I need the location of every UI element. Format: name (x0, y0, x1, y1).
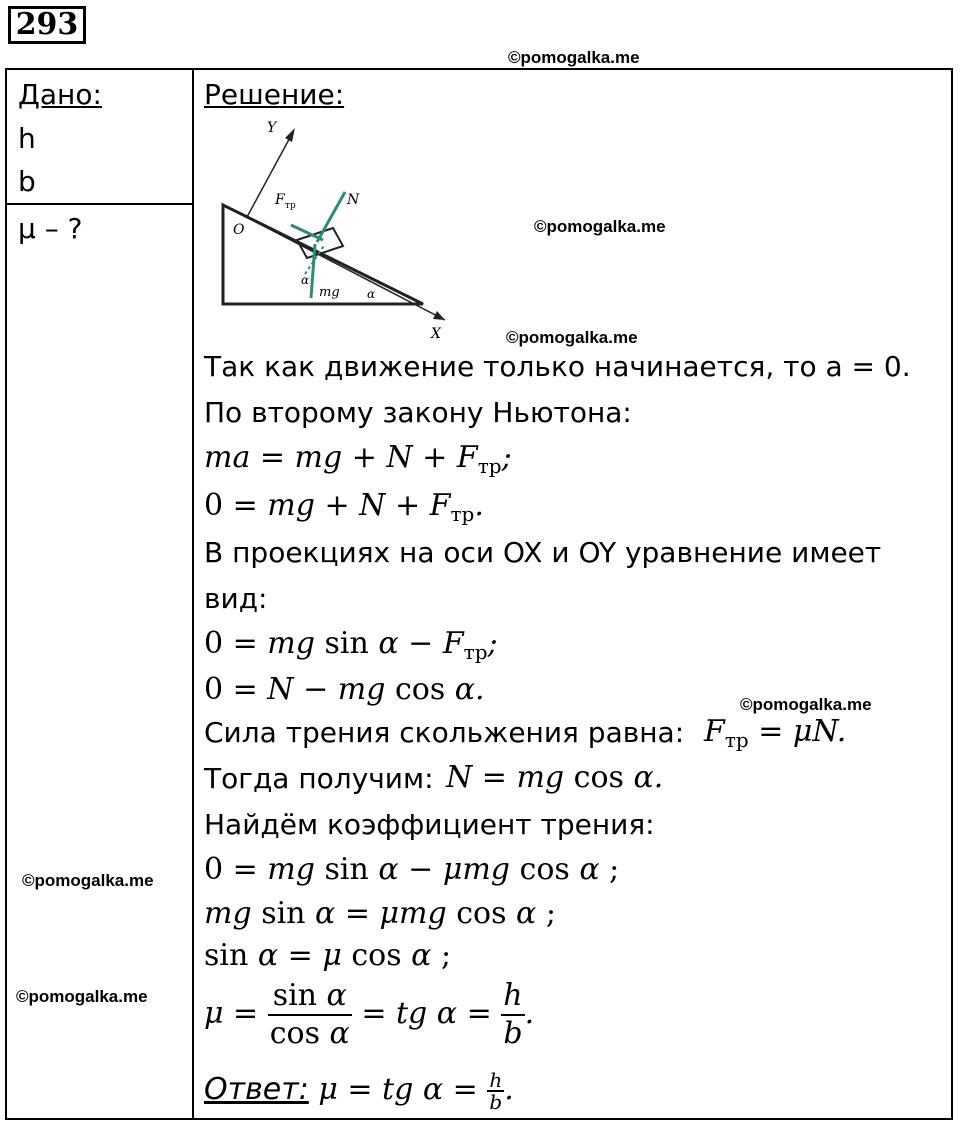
equation-oy: 0 = N − mg cos α. (204, 672, 485, 707)
incline-diagram (205, 112, 465, 344)
equation-mu: μ = $\frac{\text{sin α}}{\text{cos α}}$ = tg α = $\frac{h}{b}$ . (204, 978, 535, 1051)
equation-ox: 0 = mg $\sin \alpha - F_{тр}$; (204, 626, 498, 664)
watermark: ©pomogalka.me (16, 987, 148, 1006)
x-axis-arrow (433, 311, 445, 320)
watermark: ©pomogalka.me (506, 328, 638, 347)
watermark: ©pomogalka.me (508, 48, 640, 67)
given-header: Дано: (18, 78, 102, 111)
y-axis-arrow (285, 128, 295, 142)
then-statement: Тогда получим: (204, 762, 434, 795)
equation-substituted: 0 = mg sin α − μmg cos α ; (204, 852, 620, 887)
newton-law-intro: По второму закону Ньютона: (204, 396, 632, 429)
friction-statement: Сила трения скольжения равна: (204, 716, 685, 749)
equation-friction: $F_{тр} = \mu N$. (704, 714, 847, 752)
equation-newton: ma = mg + $N + F_{тр}$; (204, 440, 512, 478)
equation-normal: N = mg cos α. (446, 760, 664, 795)
normal-force-vector (317, 192, 345, 242)
watermark: ©pomogalka.me (22, 871, 154, 890)
projection-intro-cont: вид: (204, 582, 268, 615)
watermark: ©pomogalka.me (740, 695, 872, 714)
fraction-h-b: $\frac{h}{b}$ (503, 978, 523, 1051)
answer-fraction: $\frac{h}{b}$ (489, 1068, 503, 1114)
equation-simplified: sin α = μ cos α ; (204, 938, 452, 973)
solution-header: Решение: (204, 78, 345, 111)
equation-rearranged: mg sin α = μmg cos α ; (204, 896, 556, 931)
given-h: h (18, 122, 36, 155)
problem-number: 293 (8, 6, 86, 44)
column-divider (192, 68, 194, 1120)
normal-label: N (347, 192, 360, 208)
alpha-label-block: α (301, 273, 310, 287)
watermark: ©pomogalka.me (534, 217, 666, 236)
answer-line: Ответ: μ = tg α = $\frac{h}{b}$ . (204, 1068, 514, 1114)
solution-table (5, 68, 953, 1120)
given-b: b (18, 165, 36, 198)
friction-label-sub: тр (285, 201, 296, 211)
fraction-sin-cos: $\frac{\text{sin α}}{\text{cos α}}$ (269, 978, 350, 1051)
equation-zero: 0 = mg + $N + F_{тр}$. (204, 488, 484, 526)
gravity-label: mg (319, 285, 340, 300)
find-mu: μ – ? (18, 212, 83, 245)
alpha-label-incline: α (367, 287, 376, 301)
statement-a-zero: Так как движение только начинается, то a = 0. (204, 350, 911, 383)
friction-label: F (275, 192, 285, 208)
origin-label: O (233, 222, 245, 238)
find-coefficient: Найдём коэффициент трения: (204, 808, 655, 841)
gravity-vector (311, 244, 315, 298)
projection-intro: В проекциях на оси OX и OY уравнение имеет (204, 536, 882, 569)
given-divider (5, 203, 193, 205)
y-axis-label: Y (267, 120, 277, 136)
answer-label: Ответ: (204, 1072, 309, 1107)
x-axis-label: X (431, 326, 441, 342)
